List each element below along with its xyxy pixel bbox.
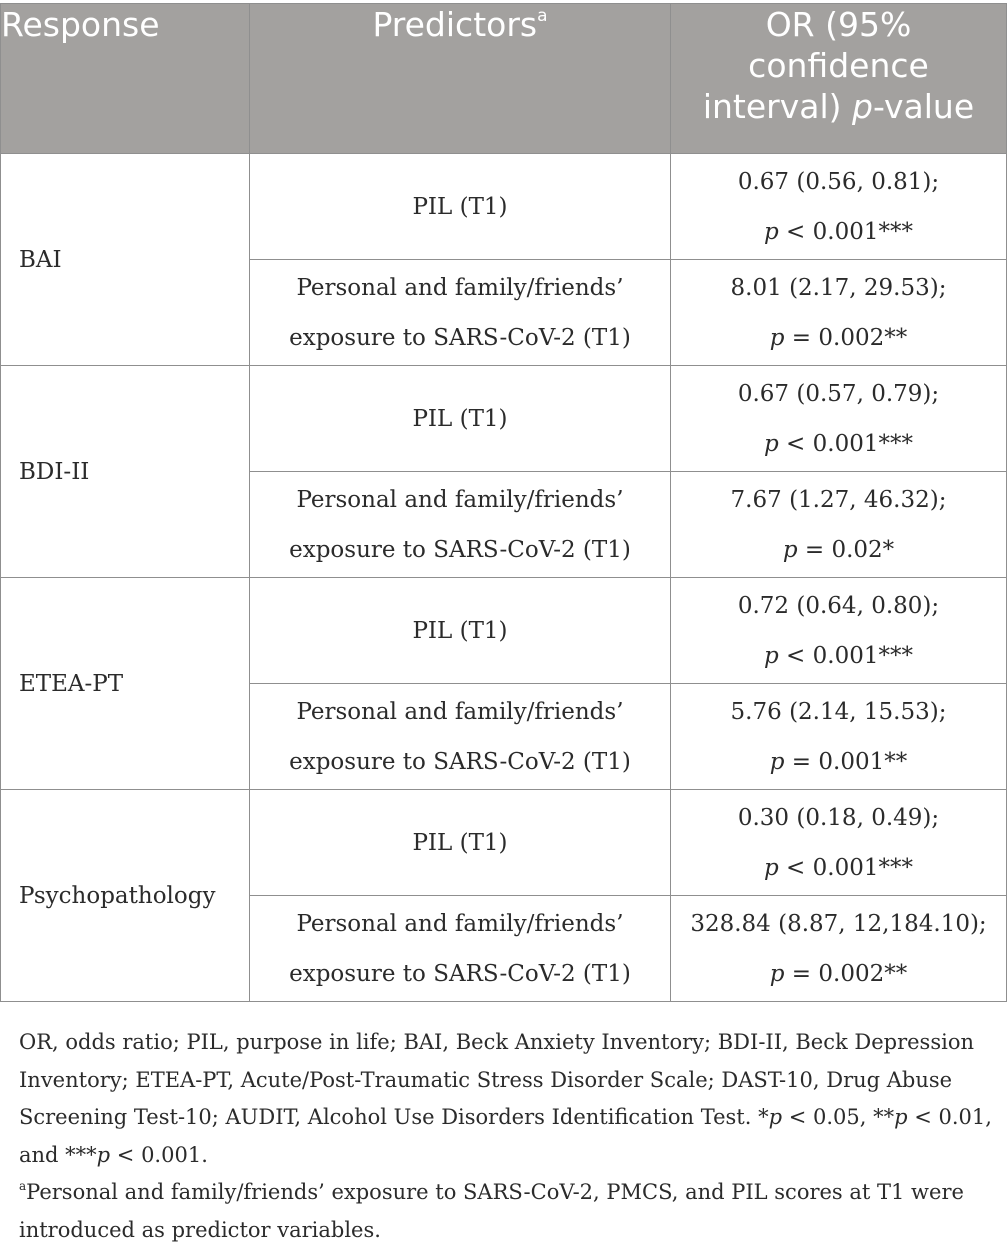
table-footnotes bbox=[19, 1024, 994, 1249]
header-response: Response bbox=[1, 4, 250, 154]
footnote-marker: a bbox=[19, 1179, 27, 1193]
table-row bbox=[1, 790, 1007, 896]
response-cell: Psychopathology bbox=[1, 790, 250, 1002]
header-predictors: Predictors$^a$ bbox=[250, 4, 671, 154]
predictor-cell: PIL (T1) bbox=[250, 790, 671, 896]
predictor-cell: PIL (T1) bbox=[250, 578, 671, 684]
predictor-cell: Personal and family/friends’ exposure to SARS-CoV-2 (T1) bbox=[250, 896, 671, 1002]
predictor-note: $^a$Personal and family/friends’ exposure to SARS-CoV-2, PMCS, and PIL scores at T1 were introduced as predictor variables. bbox=[19, 1179, 964, 1242]
predictor-cell: Personal and family/friends’ exposure to SARS-CoV-2 (T1) bbox=[250, 684, 671, 790]
results-table bbox=[0, 3, 1007, 1002]
header-or: OR (95% confidence interval) p-value bbox=[671, 4, 1007, 154]
predictor-cell: Personal and family/friends’ exposure to SARS-CoV-2 (T1) bbox=[250, 260, 671, 366]
or-cell: 0.67 (0.57, 0.79); p < 0.001*** bbox=[671, 366, 1007, 472]
or-cell: 328.84 (8.87, 12,184.10); p = 0.002** bbox=[671, 896, 1007, 1002]
header-row bbox=[1, 4, 1007, 154]
response-cell: BDI-II bbox=[1, 366, 250, 578]
predictor-cell: Personal and family/friends’ exposure to SARS-CoV-2 (T1) bbox=[250, 472, 671, 578]
table-row bbox=[1, 366, 1007, 472]
or-cell: 0.30 (0.18, 0.49); p < 0.001*** bbox=[671, 790, 1007, 896]
response-cell: ETEA-PT bbox=[1, 578, 250, 790]
or-cell: 7.67 (1.27, 46.32); p = 0.02* bbox=[671, 472, 1007, 578]
or-cell: 8.01 (2.17, 29.53); p = 0.002** bbox=[671, 260, 1007, 366]
or-cell: 5.76 (2.14, 15.53); p = 0.001** bbox=[671, 684, 1007, 790]
response-cell: BAI bbox=[1, 154, 250, 366]
abbreviations-note: OR, odds ratio; PIL, purpose in life; BAI, Beck Anxiety Inventory; BDI-II, Beck Depression Inventory; ETEA-PT, Acute/Post-Traumatic Stress Disorder Scale; DAST-10, Drug Abuse Screening Test-10; AUDIT, Alcohol Use Disorders Identification Test. *p < 0.05, **p < 0.01, and ***p < 0.001. bbox=[19, 1030, 992, 1167]
or-cell: 0.67 (0.56, 0.81); p < 0.001*** bbox=[671, 154, 1007, 260]
footnote-marker: a bbox=[537, 6, 548, 26]
predictor-cell: PIL (T1) bbox=[250, 366, 671, 472]
or-cell: 0.72 (0.64, 0.80); p < 0.001*** bbox=[671, 578, 1007, 684]
table-row bbox=[1, 154, 1007, 260]
table-row bbox=[1, 578, 1007, 684]
predictor-cell: PIL (T1) bbox=[250, 154, 671, 260]
